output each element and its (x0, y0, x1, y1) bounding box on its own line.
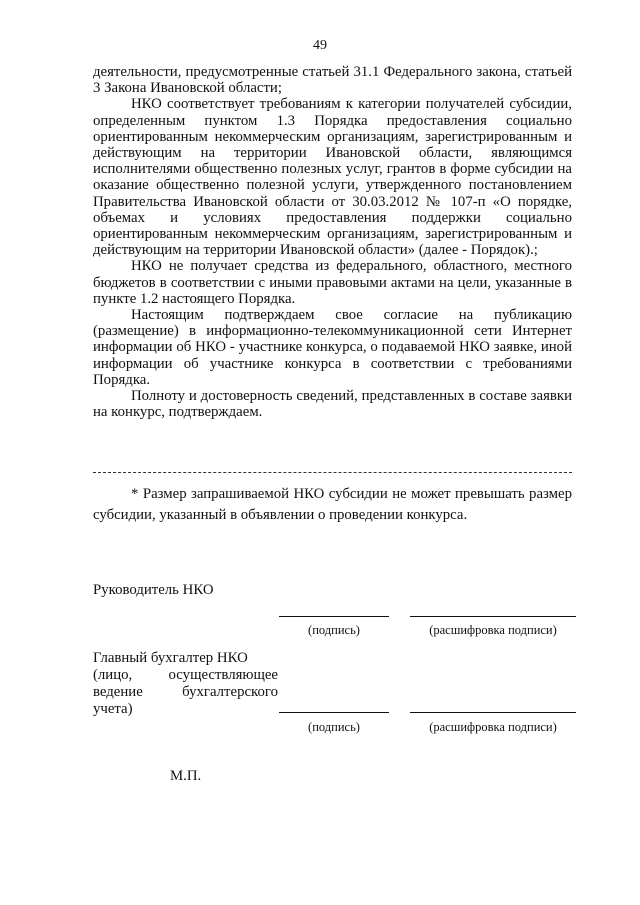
accountant-note-line: учета) (93, 701, 133, 717)
footnote-separator (93, 472, 572, 473)
accountant-label (93, 650, 278, 718)
head-signature-caption: (подпись) (308, 623, 360, 637)
accountant-note-part: осуществляющее (168, 667, 278, 683)
paragraph-requirements: НКО соответствует требованиям к категории получателей субсидии, определенным пунктом 1.3 Порядка предоставления социально ориентированным некоммерческим организациям, зарегистрированным и действующим на территории Ивановской области, являющимся исполнителями общественно полезных услуг, грантов в форме субсидии на оказание общественно полезной услуги, утвержденного постановлением Правительства Ивановской области от 30.03.2012 № 107-п «О порядке, объемах и условиях предоставления поддержки социально ориентированным некоммерческим организациям, зарегистрированным и действующим на территории Ивановской области» (далее - Порядок).; (93, 96, 572, 259)
accountant-decoding-caption: (расшифровка подписи) (429, 720, 557, 734)
accountant-signature-caption: (подпись) (308, 720, 360, 734)
accountant-note-line (93, 667, 278, 684)
head-decoding-caption: (расшифровка подписи) (429, 623, 557, 637)
seal-place: М.П. (170, 768, 202, 784)
page-number: 49 (313, 38, 327, 53)
accountant-note-line (93, 684, 278, 701)
paragraph-consent: Настоящим подтверждаем свое согласие на публикацию (размещение) в информационно-телекоммуникационной сети Интернет информации об НКО - участнике конкурса, о подаваемой НКО заявке, иной информации об участнике конкурса в соответствии с требованиями Порядка. (93, 307, 572, 388)
document-body (93, 64, 572, 420)
footnote: * Размер запрашиваемой НКО субсидии не может превышать размер субсидии, указанный в объявлении о проведении конкурса. (93, 486, 572, 523)
accountant-decoding-line (410, 712, 576, 713)
head-decoding-line (410, 616, 576, 617)
paragraph-no-funds: НКО не получает средства из федерального, областного, местного бюджетов в соответствии с иными правовыми актами на цели, указанные в пункте 1.2 настоящего Порядка. (93, 258, 572, 307)
head-signature-line (279, 616, 389, 617)
accountant-title: Главный бухгалтер НКО (93, 650, 248, 666)
accountant-note-part: ведение (93, 684, 143, 700)
paragraph-continuation: деятельности, предусмотренные статьей 31.1 Федерального закона, статьей 3 Закона Ивановской области; (93, 64, 572, 97)
accountant-signature-line (279, 712, 389, 713)
paragraph-confirmation: Полноту и достоверность сведений, представленных в составе заявки на конкурс, подтверждаем. (93, 388, 572, 421)
head-label: Руководитель НКО (93, 582, 214, 598)
accountant-note-part: (лицо, (93, 667, 133, 683)
accountant-note-part: бухгалтерского (182, 684, 278, 700)
